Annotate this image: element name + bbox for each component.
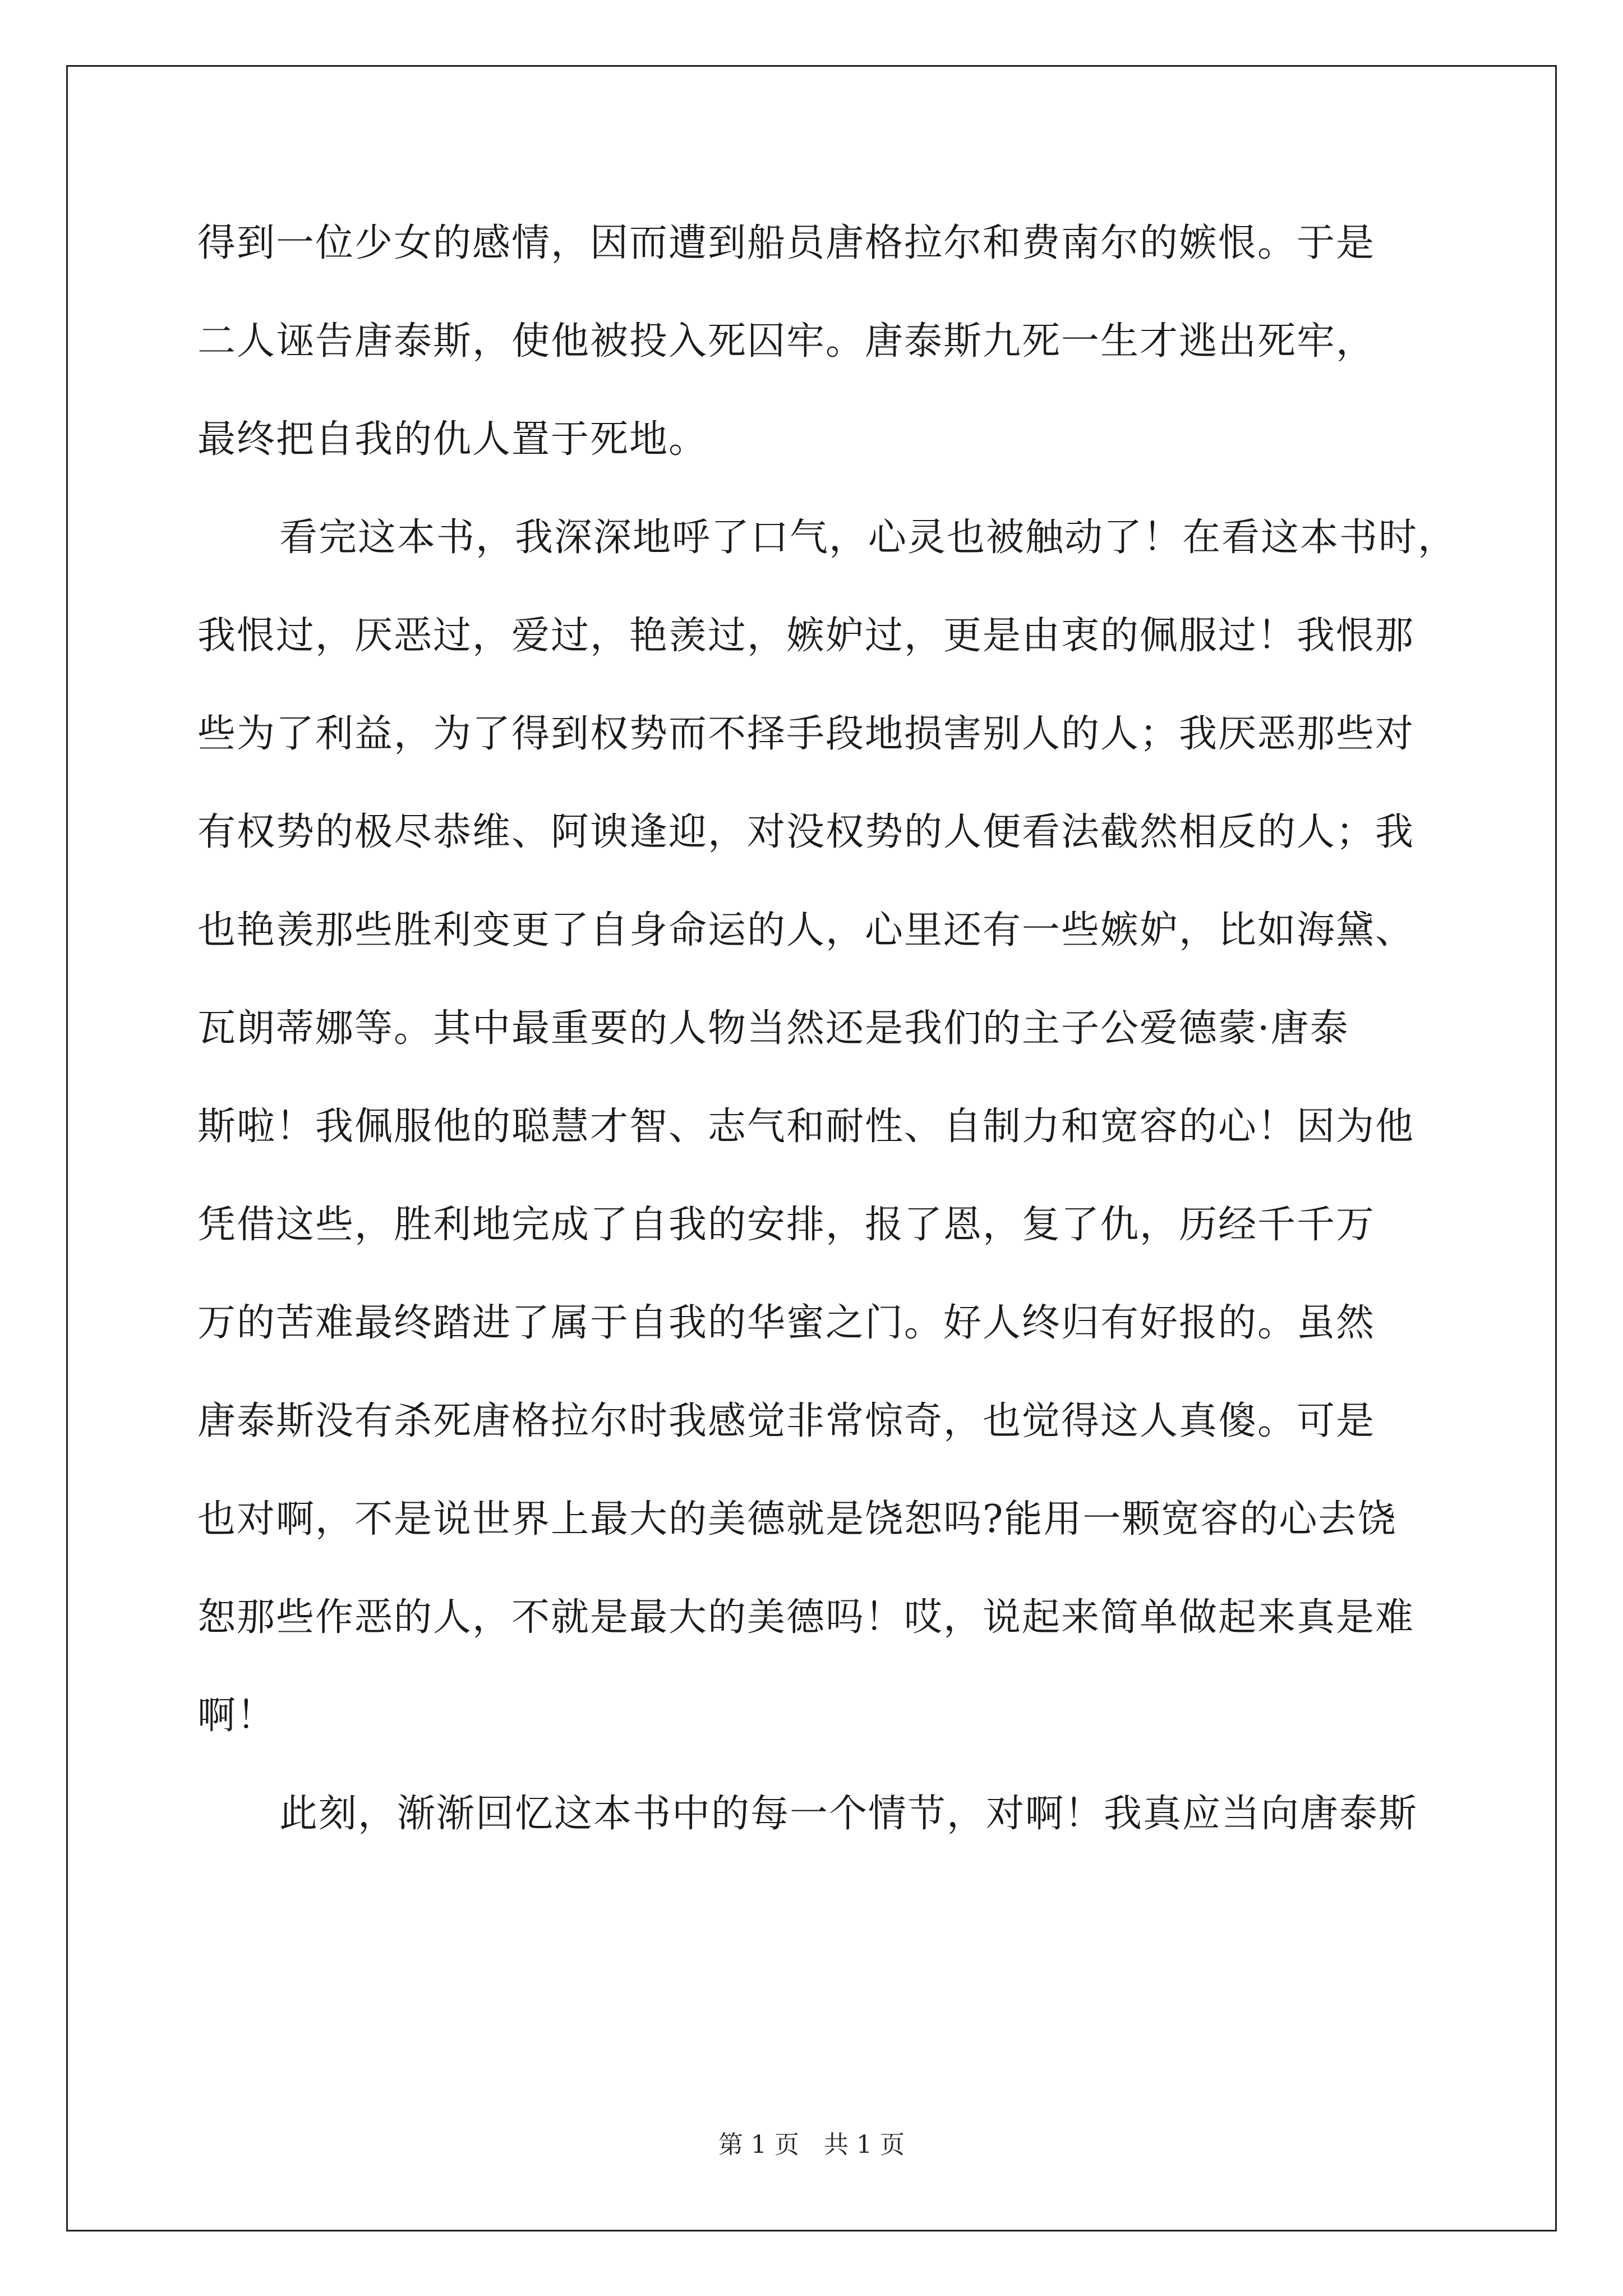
- document-body: [197, 221, 1458, 1890]
- text-line: 啊！: [197, 1694, 276, 1738]
- text-line: 唐泰斯没有杀死唐格拉尔时我感觉非常惊奇，也觉得这人真傻。可是: [197, 1399, 1376, 1443]
- page-number: 第 1 页 共 1 页: [718, 2131, 905, 2159]
- text-line: 斯啦！我佩服他的聪慧才智、志气和耐性、自制力和宽容的心！因为他: [197, 1105, 1415, 1149]
- text-line: 些为了利益，为了得到权势而不择手段地损害别人的人；我厌恶那些对: [197, 712, 1415, 756]
- text-line: 我恨过，厌恶过，爱过，艳羡过，嫉妒过，更是由衷的佩服过！我恨那: [197, 614, 1415, 658]
- text-line: 二人诬告唐泰斯，使他被投入死囚牢。唐泰斯九死一生才逃出死牢，: [197, 319, 1376, 364]
- text-line: 恕那些作恶的人，不就是最大的美德吗！哎，说起来简单做起来真是难: [197, 1595, 1415, 1640]
- text-line: 凭借这些，胜利地完成了自我的安排，报了恩，复了仇，历经千千万: [197, 1203, 1376, 1247]
- paragraph-start-line: 看完这本书，我深深地呼了口气，心灵也被触动了！在看这本书时，: [279, 516, 1458, 560]
- text-line: 也艳羡那些胜利变更了自身命运的人，心里还有一些嫉妒，比如海黛、: [197, 908, 1415, 953]
- text-line: 万的苦难最终踏进了属于自我的华蜜之门。好人终归有好报的。虽然: [197, 1301, 1376, 1345]
- text-line: 也对啊，不是说世界上最大的美德就是饶恕吗?能用一颗宽容的心去饶: [197, 1497, 1397, 1542]
- text-line: 最终把自我的仇人置于死地。: [197, 417, 708, 462]
- text-line: 有权势的极尽恭维、阿谀逢迎，对没权势的人便看法截然相反的人；我: [197, 810, 1415, 854]
- paragraph-start-line: 此刻，渐渐回忆这本书中的每一个情节，对啊！我真应当向唐泰斯: [279, 1792, 1418, 1836]
- text-line: 瓦朗蒂娜等。其中最重要的人物当然还是我们的主子公爱德蒙·唐泰: [197, 1006, 1349, 1051]
- text-line: 得到一位少女的感情，因而遭到船员唐格拉尔和费南尔的嫉恨。于是: [197, 221, 1376, 265]
